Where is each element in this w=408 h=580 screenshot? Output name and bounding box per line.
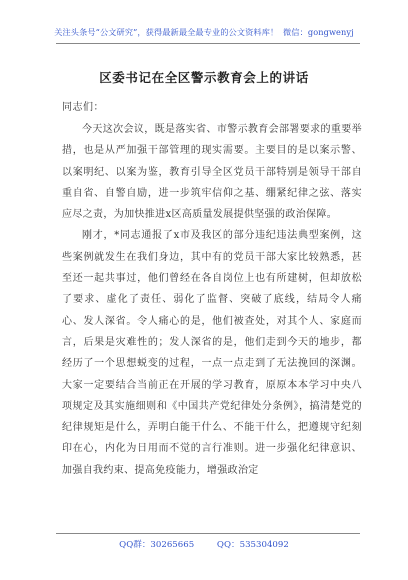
header-banner [0,27,408,38]
header-wechat-text: 微信：gongwenyj [283,27,354,37]
footer-qq-number: QQ：535304092 [216,540,289,550]
document-title: 区委书记在全区警示教育会上的讲话 [99,70,309,85]
footer [0,538,408,550]
salutation: 同志们： [62,102,104,113]
header-divider [56,43,360,44]
header-promo-text: 关注头条号“公文研究”，获得最新最全最专业的公文资料库！ [54,27,279,37]
document-body [62,119,362,481]
paragraph-1: 今天这次会议，既是落实省、市警示教育会部署要求的重要举措，也是从严加强干部管理的现实需要。主要目的是以案示警、以案明纪、以案为鉴，教育引导全区党员干部特别是领导干部自重自省、自警自励，进一步筑牢信仰之基、绷紧纪律之弦、落实应尽之责，为加快推进x区高质量发展提供坚强的政治保障。 [62,124,362,221]
paragraph-2: 刚才，*同志通报了x市及我区的部分违纪违法典型案例，这些案例就发生在我们身边，其中有的党员干部大家比较熟悉，甚至还一起共事过，他们曾经在各自岗位上也有所建树，但却放松了要求、虚化了责任、弱化了监督、突破了底线，结局令人痛心、发人深省。令人痛心的是，他们被查处，对其个人、家庭而言，后果是灾难性的；发人深省的是，他们走到今天的地步，都经历了一个思想蜕变的过程，一点一点走到了无法挽回的深渊。大家一定要结合当前正在开展的学习教育，原原本本学习中央八项规定及其实施细则和《中国共产党纪律处分条例》，搞清楚党的纪律规矩是什么，弄明白能干什么、不能干什么，把遵规守纪刻印在心，内化为日用而不觉的言行准则。进一步强化纪律意识、加强自我约束、提高免疫能力，增强政治定 [62,230,362,476]
footer-divider [56,533,360,534]
footer-qq-group: QQ群：30265665 [119,540,195,550]
